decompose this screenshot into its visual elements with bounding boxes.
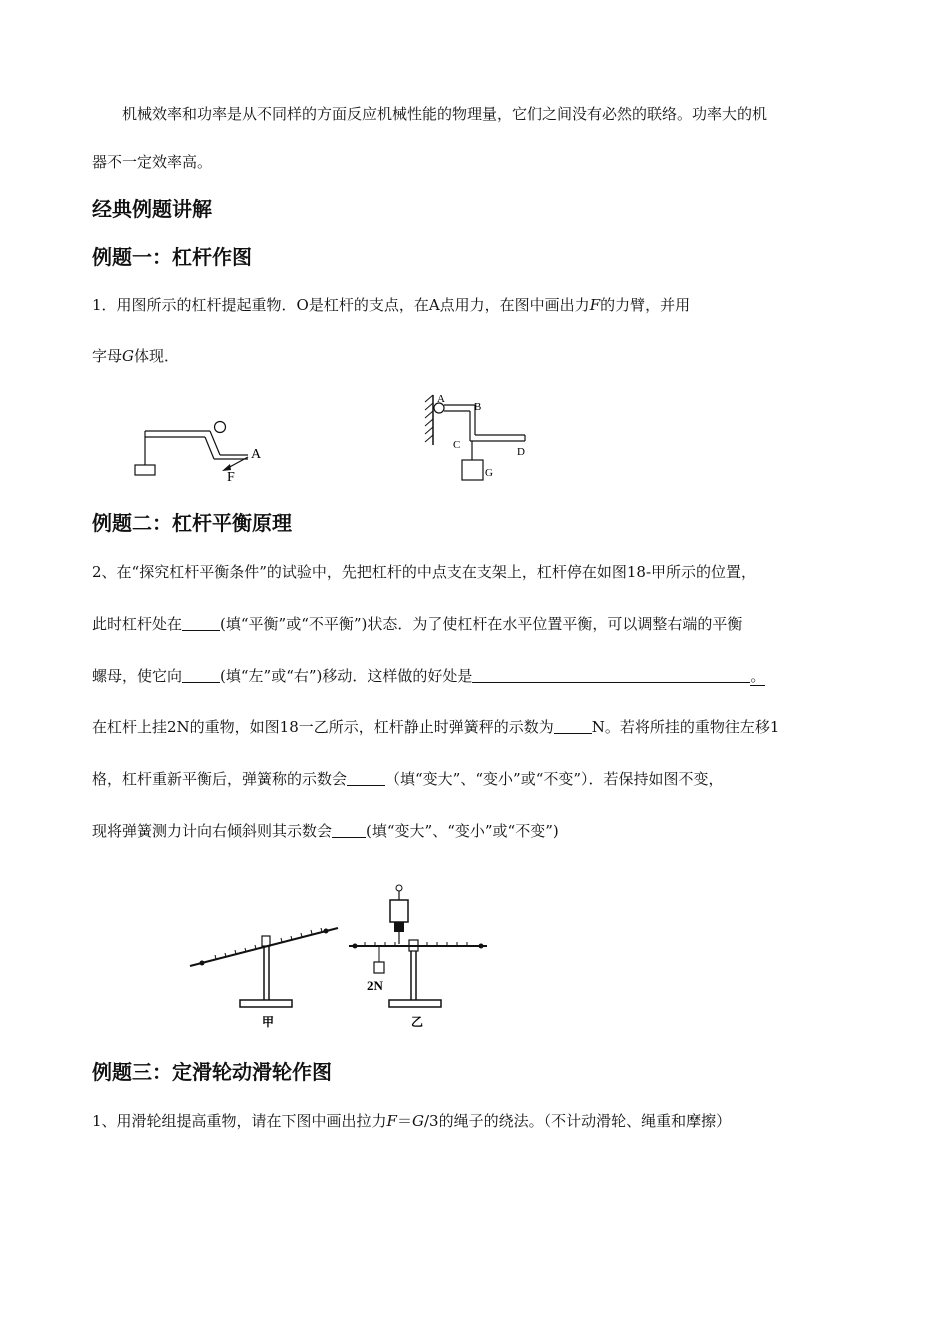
wall-hatching	[425, 395, 433, 442]
l4-text-a: 在杠杆上挂2N的重物，如图18一乙所示，杠杆静止时弹簧秤的示数为	[92, 718, 554, 736]
q3-text-a: 1、用滑轮组提高重物，请在下图中画出拉力	[92, 1112, 387, 1130]
l2-text-a: 此时杠杆处在	[92, 615, 183, 633]
left-nut-yi	[353, 944, 358, 949]
spring-scale-bottom	[394, 922, 404, 932]
q1-text-c: 字母	[92, 347, 123, 365]
q1-var-g: G	[122, 347, 134, 365]
pivot-block	[262, 936, 270, 946]
spring-scale-body	[390, 900, 408, 922]
example1-question-line-2	[92, 346, 179, 366]
q3-var-g: G	[411, 1112, 424, 1130]
label-d: D	[517, 446, 525, 458]
example2-line-1: 2、在“探究杠杆平衡条件”的试验中，先把杠杆的中点支在支架上，杠杆停在如图18-甲所示的位置，	[92, 563, 757, 581]
l5-text-a: 格，杠杆重新平衡后，弹簧称的示数会	[92, 770, 348, 788]
intro-line-1: 机械效率和功率是从不同样的方面反应机械性能的物理量，它们之间没有必然的联络。功率大的机	[122, 105, 768, 123]
weight-g-box	[462, 460, 483, 480]
example3-title: 例题三：定滑轮动滑轮作图	[92, 1060, 332, 1084]
example2-line-5	[92, 769, 724, 789]
label-jia: 甲	[262, 1015, 275, 1029]
l4-text-b: N。若将所挂的重物往左移1	[591, 718, 780, 736]
q1-text-a: 1．用图所示的杠杆提起重物．O是杠杆的支点，在A点用力，在图中画出力	[92, 296, 590, 314]
blank-reading-change-1[interactable]	[347, 771, 385, 786]
stand-base	[240, 1000, 292, 1007]
label-a: A	[251, 447, 262, 462]
weight-2n-box	[374, 962, 384, 973]
left-nut	[200, 961, 205, 966]
q3-var-f: F	[386, 1112, 397, 1130]
example2-line-2	[92, 614, 742, 634]
example2-line-4	[92, 717, 779, 737]
label-g: G	[485, 467, 493, 479]
example2-line-3	[92, 666, 765, 686]
label-2n: 2N	[367, 978, 383, 993]
label-c: C	[453, 439, 461, 451]
intro-line-2: 器不一定效率高。	[92, 153, 213, 171]
weight-box	[135, 465, 155, 475]
l5-text-b: （填“变大”、“变小”或“不变”）．若保持如图不变，	[385, 770, 724, 788]
right-nut	[324, 929, 329, 934]
l3-text-b: (填“左”或“右”)移动．这样做的好处是	[220, 667, 473, 685]
example2-line-6	[92, 821, 559, 841]
example2-title: 例题二：杠杆平衡原理	[92, 511, 292, 535]
q1-text-d: 体现．	[134, 347, 180, 365]
q1-var-f: F	[589, 296, 601, 314]
example3-question	[92, 1111, 731, 1131]
q3-text-b: /3的绳子的绕法。（不计动滑轮、绳重和摩擦）	[423, 1112, 732, 1130]
label-a2: A	[437, 393, 445, 405]
l6-text-a: 现将弹簧测力计向右倾斜则其示数会	[92, 822, 333, 840]
l2-text-b: (填“平衡”或“不平衡”)状态．为了使杠杆在水平位置平衡，可以调整右端的平衡	[220, 615, 743, 633]
stand-base-yi	[389, 1000, 441, 1007]
pivot-circle	[215, 422, 226, 433]
example1-question-line-1	[92, 295, 690, 315]
right-nut-yi	[479, 944, 484, 949]
lever-figure-jia	[186, 912, 346, 1032]
l6-text-b: (填“变大”、“变小”或“不变”)	[366, 822, 559, 840]
lever-figure-1	[130, 415, 275, 485]
label-f: F	[227, 470, 235, 485]
lever-figure-2	[415, 390, 550, 490]
lever-bend-inner	[205, 437, 214, 459]
q1-text-b: 的力臂，并用	[600, 296, 691, 314]
blank-benefit[interactable]	[472, 668, 750, 683]
lever-figure-yi	[343, 882, 493, 1032]
blank-direction[interactable]	[182, 668, 220, 683]
l3-text-c: 。	[750, 667, 766, 685]
label-b: B	[474, 401, 482, 413]
q3-eq: ＝	[396, 1112, 412, 1130]
scale-ring	[396, 885, 402, 891]
blank-reading-change-2[interactable]	[332, 823, 366, 838]
label-yi: 乙	[411, 1015, 424, 1029]
blank-spring-reading[interactable]	[554, 719, 592, 734]
l3-text-a: 螺母，使它向	[92, 667, 183, 685]
blank-balance-state[interactable]	[182, 616, 220, 631]
example1-title: 例题一：杠杆作图	[92, 245, 252, 269]
section-title: 经典例题讲解	[92, 197, 212, 221]
